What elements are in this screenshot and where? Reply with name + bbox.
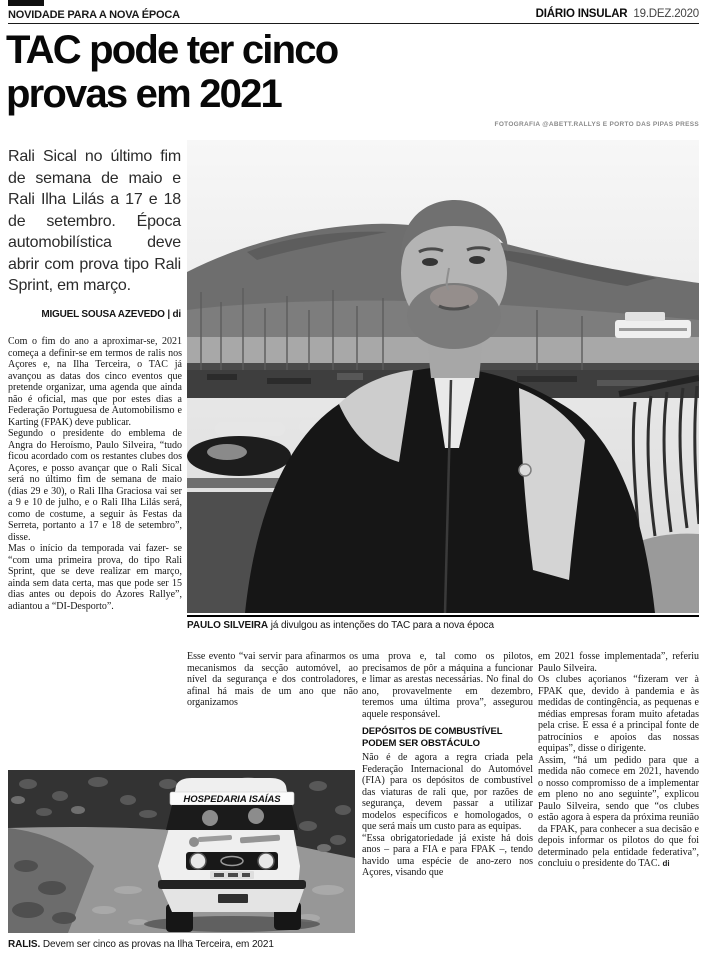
article-end-mark: di bbox=[662, 859, 670, 868]
masthead-title: DIÁRIO INSULAR bbox=[535, 8, 628, 20]
paragraph: Os clubes açorianos “fizeram ver à FPAK que, devido à pandemia e às medidas de contingência, as pequenas e médias empresas foram muito afetadas pela crise. E essa é a principal fonte de patrocínios e apoios das nossas equipas”, disse o dirigente. bbox=[538, 674, 699, 754]
rally-photo-caption bbox=[8, 939, 408, 950]
article-column-2 bbox=[187, 651, 358, 709]
article-column-3 bbox=[362, 651, 533, 879]
paragraph: Não é de agora a regra criada pela Federação Internacional do Automóvel (FIA) para os depósitos de combustível das viaturas de rali que, por razões de segurança, devem passar a utilizar modelos específicos e homologados, o que será mais um custo para as equipas. bbox=[362, 752, 533, 832]
headline-line1: TAC pode ter cinco bbox=[6, 28, 338, 72]
masthead-date: 19.DEZ.2020 bbox=[633, 8, 699, 20]
section-subhead: DEPÓSITOS DE COMBUSTÍVEL PODEM SER OBSTÁCULO bbox=[362, 726, 503, 749]
paragraph: “Essa obrigatoriedade já existe há dois anos – para a FIA e para FPAK –, tendo havido uma espécie de ano-zero nos Açores, visando que bbox=[362, 832, 533, 878]
main-photo-paulo-silveira bbox=[187, 140, 699, 613]
article-column-4 bbox=[538, 651, 699, 870]
rally-car-photo bbox=[8, 770, 355, 933]
paragraph: Mas o início da temporada vai fazer- se “com uma primeira prova, do tipo Rali Sprint, que se deve realizar em março, ainda sem data certa, mas que pode ser 15 dias antes ou depois do Azores Rallye”, adiantou a “DI-Desporto”. bbox=[8, 543, 182, 612]
headline-line2: provas em 2021 bbox=[6, 72, 281, 116]
rally-caption-label: RALIS. bbox=[8, 939, 41, 950]
rally-photo-illustration bbox=[8, 770, 355, 933]
rally-car bbox=[144, 778, 320, 932]
photo-credit: FOTOGRAFIA @ABETT.RALLYS E PORTO DAS PIPAS PRESS bbox=[494, 121, 699, 128]
lead-paragraph: Rali Sical no último fim de semana de maio e Rali Ilha Lilás a 17 e 18 de setembro. Época automobilística deve abrir com prova tipo Rali Sprint, em março. bbox=[8, 148, 181, 294]
header-rule bbox=[8, 23, 699, 24]
paragraph: uma prova e, tal como os pilotos, precisamos de pôr a máquina a funcionar e limar as arestas necessárias. No final do ano, provavelmente em dezembro, teremos uma última prova”, assegurou aquele responsável. bbox=[362, 651, 533, 720]
main-caption-text: já divulgou as intenções do TAC para a nova época bbox=[270, 620, 494, 631]
paragraph: Segundo o presidente do emblema de Angra do Heroísmo, Paulo Silveira, “tudo ficou acordado com os restantes clubes dos Açores, e posso avançar que o Rali Sical será no último fim de semana de maio (dias 29 e 30), o Rali Ilha Graciosa vai ser a 9 e 10 de julho, e o Rali Ilha Lilás será, como de costume, a seguir às Festas da Serreta, portanto a 17 e 18 de setembro”, disse. bbox=[8, 428, 182, 543]
rally-caption-text: Devem ser cinco as provas na Ilha Terceira, em 2021 bbox=[42, 939, 274, 950]
paragraph: em 2021 fosse implementada”, referiu Paulo Silveira. bbox=[538, 651, 699, 674]
headline bbox=[6, 28, 426, 116]
main-caption-rule bbox=[187, 615, 699, 617]
paragraph-text: Assim, “há um pedido para que a medida não comece em 2021, havendo o nosso compromisso de a implementar em pleno no ano seguinte”, explicou Paulo Silveira, sendo que “os clubes estão agora à espera da próxima reunião da FPAK, para conhecer a sua decisão e depois informar os pilotos do que foi determinado pela entidade federativa”, concluiu o presidente do TAC. bbox=[538, 754, 699, 869]
kicker: NOVIDADE PARA A NOVA ÉPOCA bbox=[8, 9, 180, 21]
main-photo-caption bbox=[187, 620, 699, 631]
masthead bbox=[536, 8, 699, 20]
main-caption-label: PAULO SILVEIRA bbox=[187, 620, 269, 631]
paragraph: Esse evento “vai servir para afinarmos os mecanismos da secção automóvel, ao nível da segurança e dos controladores, afinal há mais de um ano que não organizamos bbox=[187, 651, 358, 708]
byline: MIGUEL SOUSA AZEVEDO | di bbox=[41, 309, 181, 320]
page-trim-bar bbox=[8, 0, 44, 6]
windshield-banner-text: HOSPEDARIA ISAÍAS bbox=[183, 794, 281, 805]
article-column-1 bbox=[8, 336, 182, 612]
paragraph bbox=[538, 755, 699, 870]
paragraph: Com o fim do ano a aproximar-se, 2021 começa a definir-se em termos de ralis nos Açores e, na Ilha Terceira, o TAC já avançou as datas dos cinco eventos que pretende organizar, uma agenda que ainda não é oficial, mas que por estes dias a Federação Portuguesa de Automobilismo e Karting (FPAK) deve publicar. bbox=[8, 336, 182, 428]
main-photo-illustration bbox=[187, 140, 699, 613]
